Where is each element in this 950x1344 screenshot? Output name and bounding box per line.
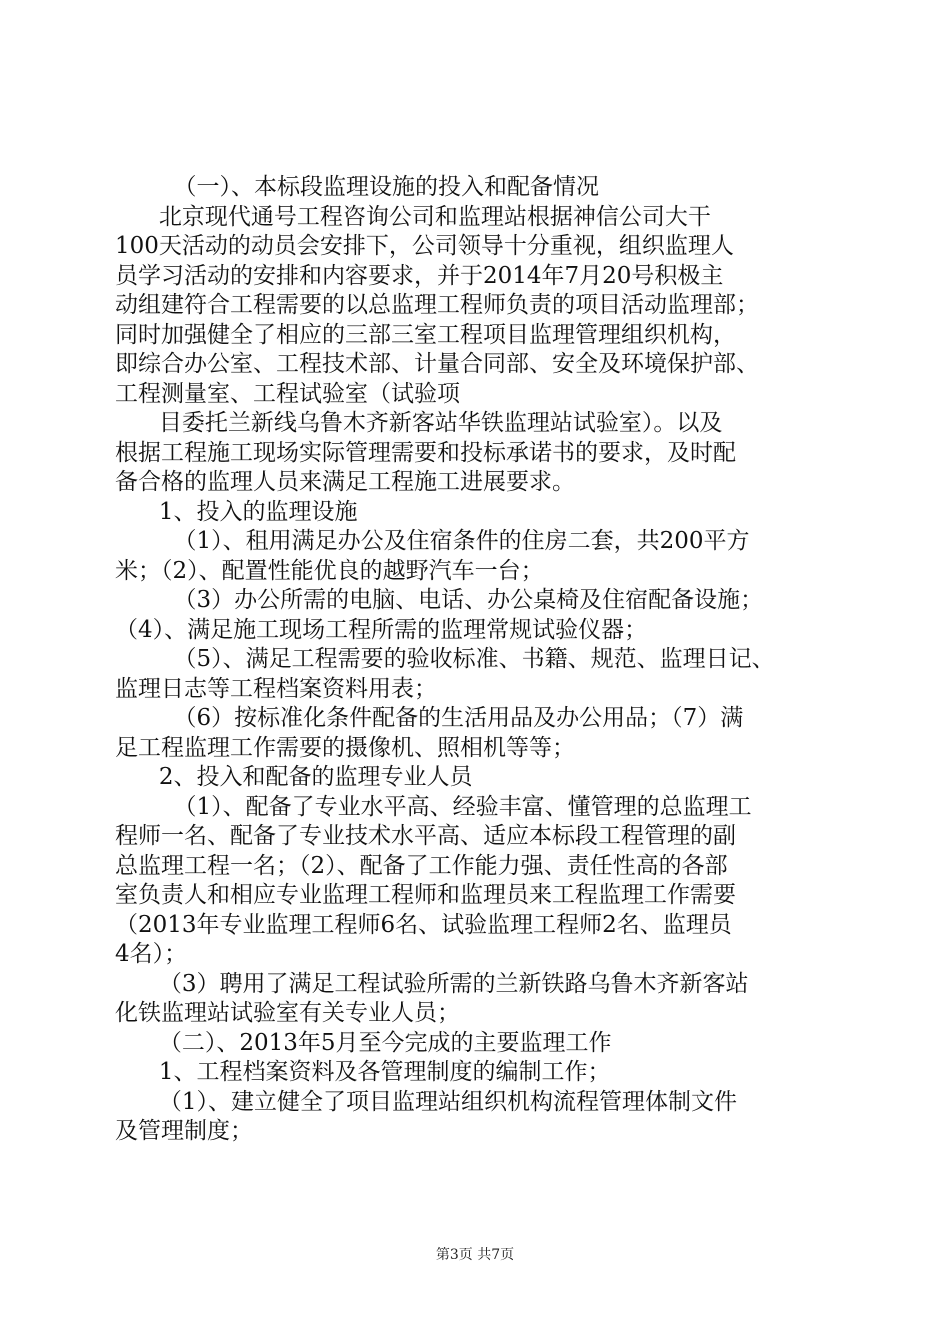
text-line: 即综合办公室、工程技术部、计量合同部、安全及环境保护部、 — [115, 351, 759, 377]
text-line: 及管理制度； — [115, 1118, 253, 1144]
page-footer: 第3页 共7页 — [435, 1247, 515, 1263]
text-line: 室负责人和相应专业监理工程师和监理员来工程监理工作需要 — [115, 882, 736, 908]
text-line: 2、投入和配备的监理专业人员 — [115, 764, 473, 790]
text-line: （2013年专业监理工程师6名、试验监理工程师2名、监理员 — [115, 911, 732, 938]
text-line: （5）、满足工程需要的验收标准、书籍、规范、监理日记、 — [115, 646, 775, 672]
text-line: 北京现代通号工程咨询公司和监理站根据神信公司大干 — [115, 203, 711, 230]
text-line: （3）聘用了满足工程试验所需的兰新铁路乌鲁木齐新客站 — [115, 970, 749, 997]
text-line: （4）、满足施工现场工程所需的监理常规试验仪器； — [115, 616, 648, 643]
text-line: （6）按标准化条件配备的生活用品及办公用品；（7）满 — [115, 705, 744, 731]
text-line: 动组建符合工程需要的以总监理工程师负责的项目活动监理部； — [115, 292, 759, 318]
text-line: 目委托兰新线乌鲁木齐新客站华铁监理站试验室）。以及 — [115, 410, 723, 436]
text-line: 化铁监理站试验室有关专业人员； — [115, 1000, 460, 1026]
text-line: 总监理工程一名；（2）、配备了工作能力强、责任性高的各部 — [115, 852, 728, 879]
text-line: 根据工程施工现场实际管理需要和投标承诺书的要求，及时配 — [115, 439, 736, 466]
document-body — [115, 173, 855, 1147]
text-line: 同时加强健全了相应的三部三室工程项目监理管理组织机构， — [115, 321, 736, 348]
text-line: 4名）； — [115, 941, 188, 967]
text-line: 足工程监理工作需要的摄像机、照相机等等； — [115, 734, 575, 761]
text-line: （1）、租用满足办公及住宿条件的住房二套，共200平方 — [115, 528, 750, 554]
text-line: （3）办公所需的电脑、电话、办公桌椅及住宿配备设施； — [115, 587, 764, 613]
text-line: 员学习活动的安排和内容要求，并于2014年7月20号积极主 — [115, 262, 724, 289]
text-line: 工程测量室、工程试验室（试验项 — [115, 380, 460, 407]
text-line: 监理日志等工程档案资料用表； — [115, 675, 437, 702]
text-line: （1）、配备了专业水平高、经验丰富、懂管理的总监理工 — [115, 793, 752, 820]
text-line: （1）、建立健全了项目监理站组织机构流程管理体制文件 — [115, 1088, 737, 1115]
text-line: （二）、2013年5月至今完成的主要监理工作 — [115, 1029, 612, 1056]
text-line: 1、工程档案资料及各管理制度的编制工作； — [115, 1059, 611, 1085]
text-line: 程师一名、配备了专业技术水平高、适应本标段工程管理的副 — [115, 823, 736, 849]
text-line: 米；（2）、配置性能优良的越野汽车一台； — [115, 557, 544, 584]
text-line: 1、投入的监理设施 — [115, 498, 358, 525]
text-line: 100天活动的动员会安排下，公司领导十分重视，组织监理人 — [115, 233, 734, 259]
text-line: （一）、本标段监理设施的投入和配备情况 — [115, 174, 599, 200]
text-line: 备合格的监理人员来满足工程施工进展要求。 — [115, 469, 575, 495]
